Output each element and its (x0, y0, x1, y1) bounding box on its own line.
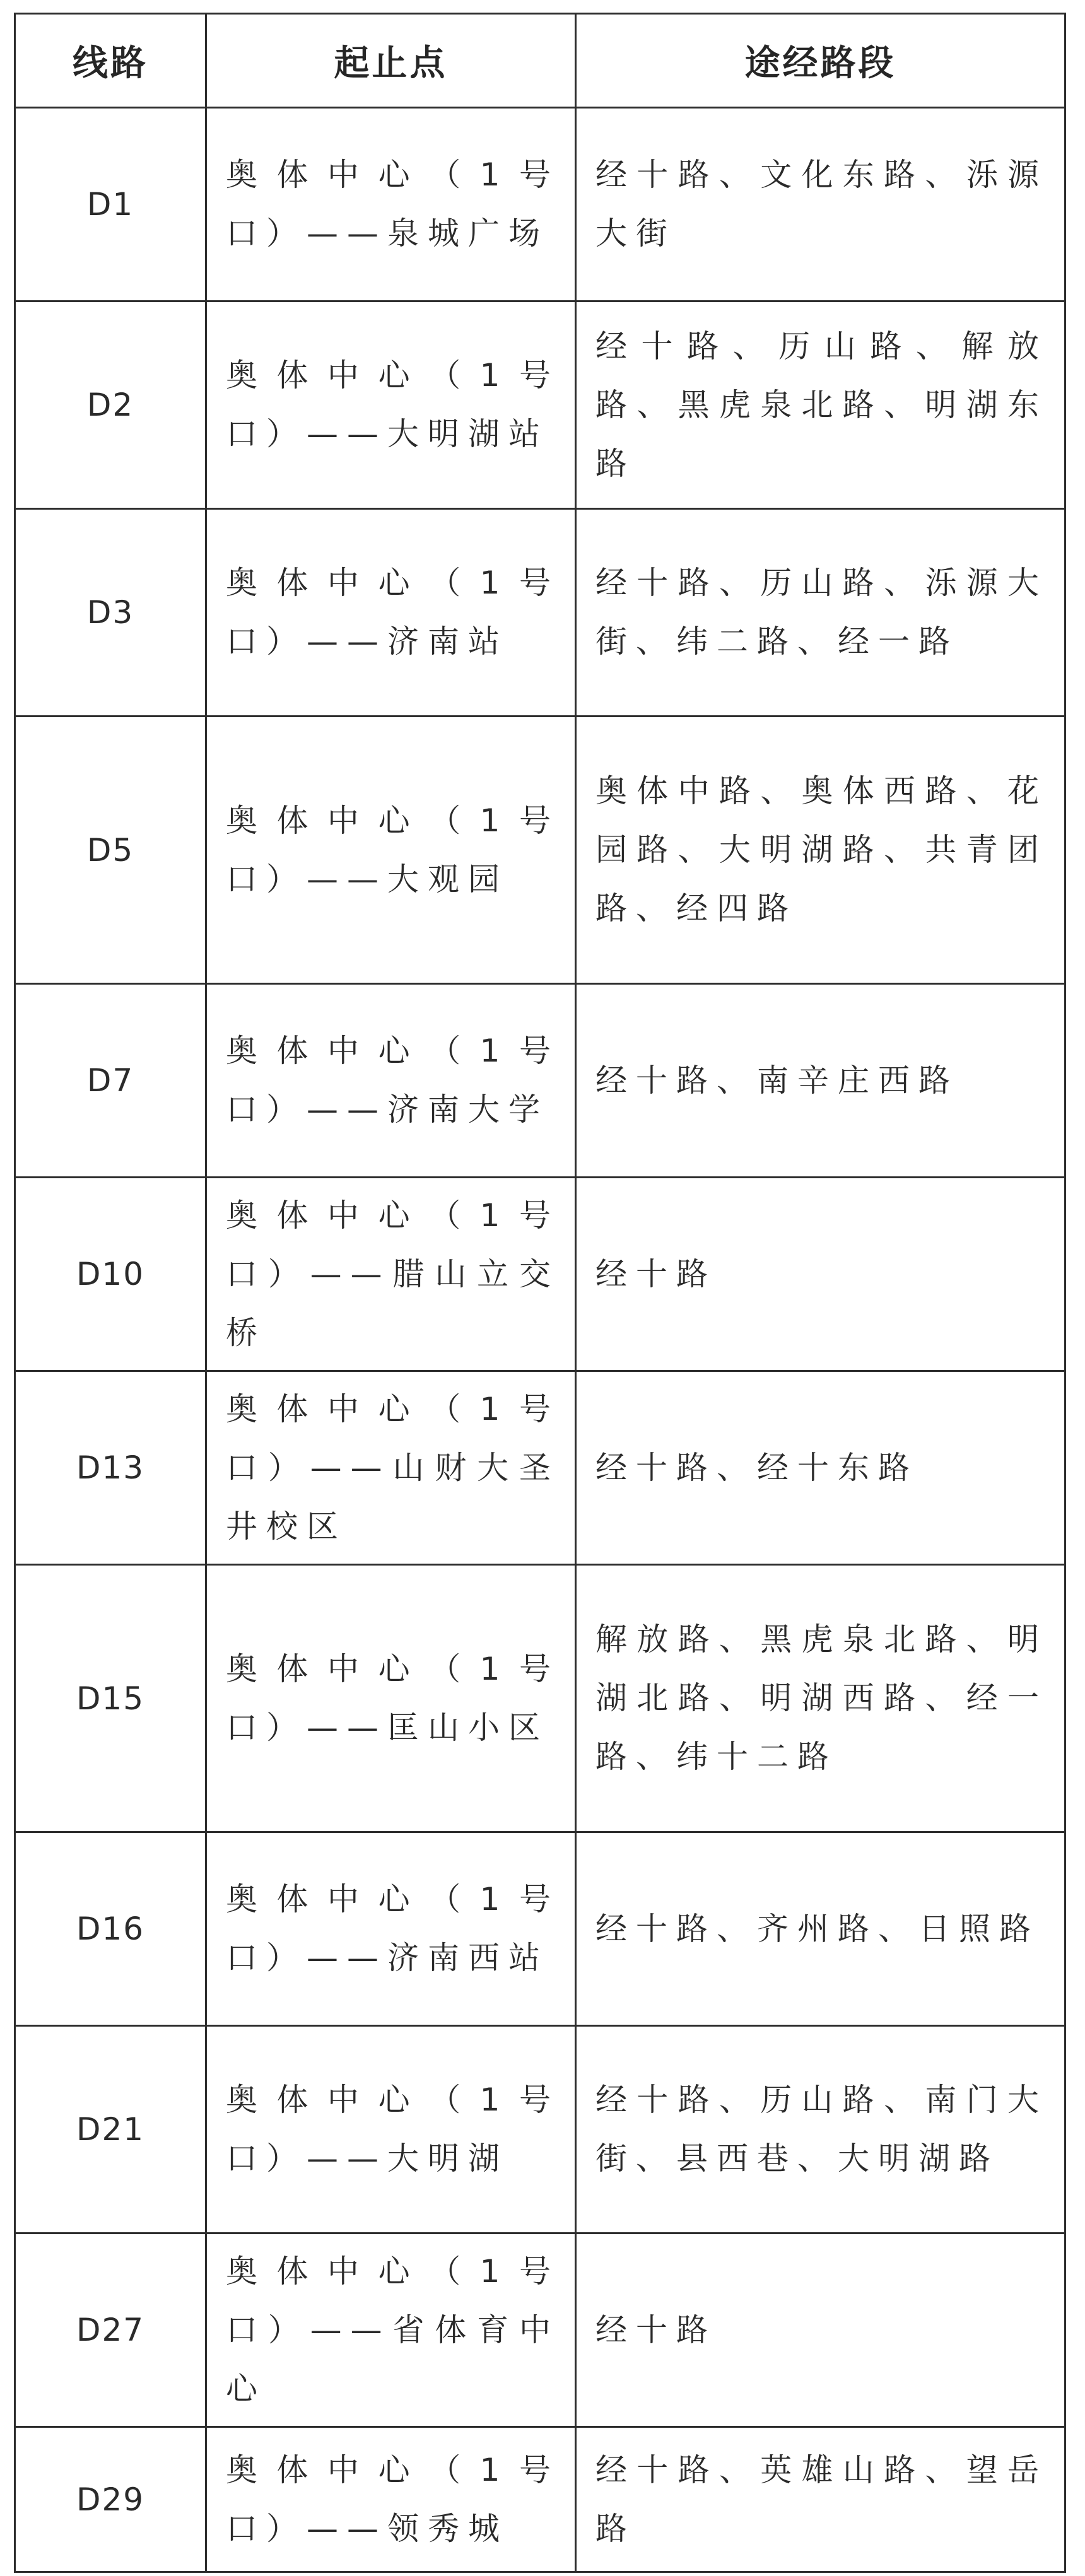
route-via-text: 经十路 (595, 2311, 717, 2348)
route-via-text: 经十路、南辛庄西路 (595, 1062, 959, 1099)
route-endpoints-text: 奥体中心（1号口）——泉城广场 (226, 156, 560, 252)
table-row (15, 1565, 1065, 1832)
route-line: D15 (15, 1565, 206, 1832)
header-line: 线路 (15, 14, 206, 108)
header-via: 途经路段 (576, 14, 1065, 108)
route-via (576, 1832, 1065, 2026)
table-row (15, 108, 1065, 302)
route-endpoints (206, 2234, 576, 2427)
route-via (576, 2427, 1065, 2572)
table-row (15, 2026, 1065, 2234)
route-endpoints (206, 509, 576, 717)
route-endpoints (206, 1832, 576, 2026)
route-line: D21 (15, 2026, 206, 2234)
route-via (576, 984, 1065, 1178)
route-endpoints (206, 984, 576, 1178)
route-endpoints (206, 1178, 576, 1371)
table-row (15, 1371, 1065, 1565)
route-endpoints (206, 1371, 576, 1565)
route-line: D16 (15, 1832, 206, 2026)
route-via (576, 717, 1065, 984)
table-row (15, 717, 1065, 984)
route-line: D2 (15, 302, 206, 509)
route-line: D29 (15, 2427, 206, 2572)
header-endpoints: 起止点 (206, 14, 576, 108)
route-endpoints-text: 奥体中心（1号口）——匡山小区 (226, 1650, 560, 1746)
route-via-text: 经十路、历山路、解放路、黑虎泉北路、明湖东路 (595, 327, 1048, 482)
route-via (576, 1371, 1065, 1565)
route-endpoints-text: 奥体中心（1号口）——济南大学 (226, 1033, 560, 1128)
route-via-text: 经十路、历山路、南门大街、县西巷、大明湖路 (595, 2081, 1048, 2177)
table-row (15, 1178, 1065, 1371)
route-endpoints (206, 2427, 576, 2572)
route-via (576, 1178, 1065, 1371)
route-via-text: 经十路、历山路、泺源大街、纬二路、经一路 (595, 565, 1048, 660)
route-endpoints-text: 奥体中心（1号口）——济南西站 (226, 1881, 560, 1976)
route-line: D1 (15, 108, 206, 302)
table-row (15, 2427, 1065, 2572)
route-via-text: 经十路、英雄山路、望岳路 (595, 2451, 1048, 2547)
route-via (576, 509, 1065, 717)
table-row (15, 1832, 1065, 2026)
route-via-text: 经十路、文化东路、泺源大街 (595, 156, 1048, 252)
route-endpoints-text: 奥体中心（1号口）——济南站 (226, 565, 560, 660)
route-line: D5 (15, 717, 206, 984)
route-line: D13 (15, 1371, 206, 1565)
bus-routes-table (14, 13, 1066, 2573)
route-endpoints-text: 奥体中心（1号口）——山财大圣井校区 (226, 1390, 560, 1545)
route-via (576, 2026, 1065, 2234)
route-via (576, 302, 1065, 509)
table-row (15, 984, 1065, 1178)
route-via (576, 108, 1065, 302)
route-line: D7 (15, 984, 206, 1178)
table-row (15, 509, 1065, 717)
route-endpoints (206, 717, 576, 984)
route-endpoints (206, 2026, 576, 2234)
route-line: D3 (15, 509, 206, 717)
route-via-text: 经十路 (595, 1255, 717, 1292)
route-endpoints (206, 302, 576, 509)
table-row (15, 302, 1065, 509)
route-via (576, 2234, 1065, 2427)
route-via-text: 奥体中路、奥体西路、花园路、大明湖路、共青团路、经四路 (595, 773, 1048, 927)
route-endpoints-text: 奥体中心（1号口）——省体育中心 (226, 2252, 560, 2407)
table-row (15, 2234, 1065, 2427)
route-endpoints-text: 奥体中心（1号口）——大明湖 (226, 2081, 560, 2177)
route-via-text: 解放路、黑虎泉北路、明湖北路、明湖西路、经一路、纬十二路 (595, 1621, 1048, 1775)
route-endpoints (206, 1565, 576, 1832)
route-line: D10 (15, 1178, 206, 1371)
route-via-text: 经十路、经十东路 (595, 1449, 918, 1486)
route-endpoints-text: 奥体中心（1号口）——领秀城 (226, 2451, 560, 2547)
route-endpoints (206, 108, 576, 302)
route-endpoints-text: 奥体中心（1号口）——大明湖站 (226, 357, 560, 452)
route-endpoints-text: 奥体中心（1号口）——大观园 (226, 802, 560, 898)
table-header-row (15, 14, 1065, 108)
route-via (576, 1565, 1065, 1832)
route-via-text: 经十路、齐州路、日照路 (595, 1910, 1040, 1947)
route-endpoints-text: 奥体中心（1号口）——腊山立交桥 (226, 1197, 560, 1351)
route-line: D27 (15, 2234, 206, 2427)
